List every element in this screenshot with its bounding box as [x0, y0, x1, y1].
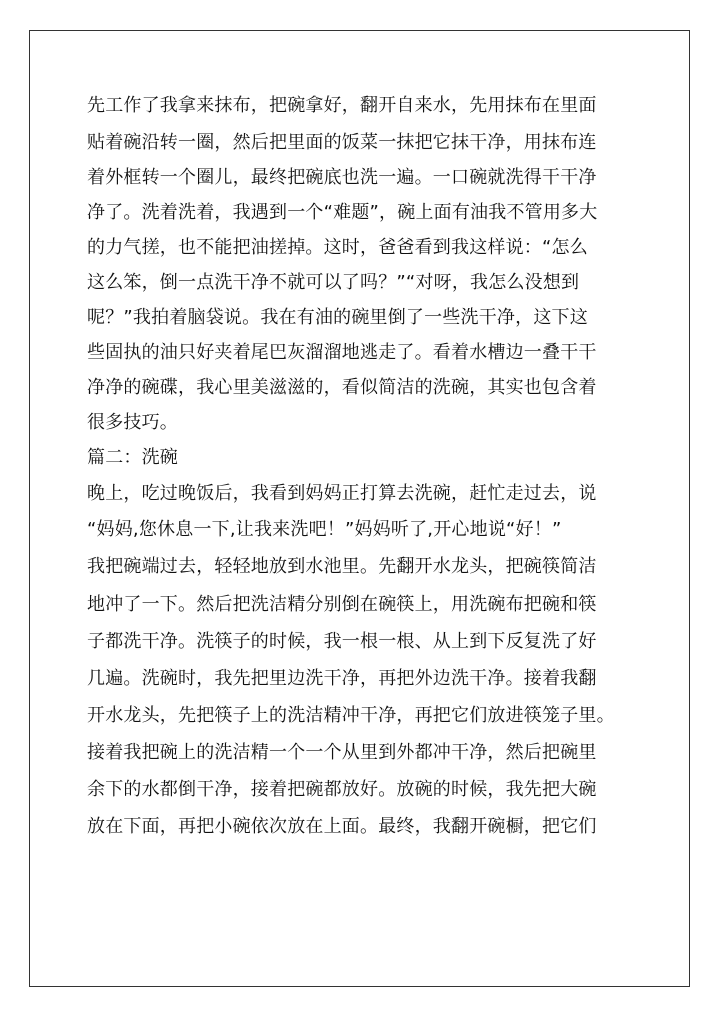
text-line: 着外框转一个圈儿，最终把碗底也洗一遍。一口碗就洗得干干净	[87, 167, 597, 188]
text-line: 子都洗干净。洗筷子的时候，我一根一根、从上到下反复洗了好	[87, 631, 597, 652]
text-line: 晚上，吃过晚饭后，我看到妈妈正打算去洗碗，赶忙走过去，说	[87, 483, 597, 504]
text-line: “妈妈,您休息一下,让我来洗吧！”妈妈听了,开心地说“好！”	[87, 519, 562, 540]
text-line: 放在下面，再把小碗依次放在上面。最终，我翻开碗橱，把它们	[87, 816, 597, 837]
text-line: 净净的碗碟，我心里美滋滋的，看似简洁的洗碗，其实也包含着	[87, 377, 597, 398]
text-line: 余下的水都倒干净，接着把碗都放好。放碗的时候，我先把大碗	[87, 779, 597, 800]
text-line: 地冲了一下。然后把洗洁精分别倒在碗筷上，用洗碗布把碗和筷	[87, 594, 597, 615]
text-line: 净了。洗着洗着，我遇到一个“难题”，碗上面有油我不管用多大	[87, 202, 598, 223]
text-line: 些固执的油只好夹着尾巴灰溜溜地逃走了。看着水槽边一叠干干	[87, 342, 597, 363]
text-line: 贴着碗沿转一圈，然后把里面的饭菜一抹把它抹干净，用抹布连	[87, 132, 597, 153]
text-line: 我把碗端过去，轻轻地放到水池里。先翻开水龙头，把碗筷简洁	[87, 556, 597, 577]
text-line: 的力气搓，也不能把油搓掉。这时，爸爸看到我这样说：“怎么	[87, 237, 588, 258]
text-line: 开水龙头，先把筷子上的洗洁精冲干净，再把它们放进筷笼子里。	[87, 705, 615, 726]
section-heading: 篇二：洗碗	[87, 447, 178, 468]
text-line: 这么笨，倒一点洗干净不就可以了吗？”“对呀，我怎么没想到	[87, 272, 580, 293]
text-line: 几遍。洗碗时，我先把里边洗干净，再把外边洗干净。接着我翻	[87, 668, 597, 689]
text-line: 接着我把碗上的洗洁精一个一个从里到外都冲干净，然后把碗里	[87, 742, 597, 763]
text-line: 呢？”我拍着脑袋说。我在有油的碗里倒了一些洗干净，这下这	[87, 307, 588, 328]
text-line: 很多技巧。	[87, 412, 178, 433]
text-line: 先工作了我拿来抹布，把碗拿好，翻开自来水，先用抹布在里面	[87, 95, 597, 116]
